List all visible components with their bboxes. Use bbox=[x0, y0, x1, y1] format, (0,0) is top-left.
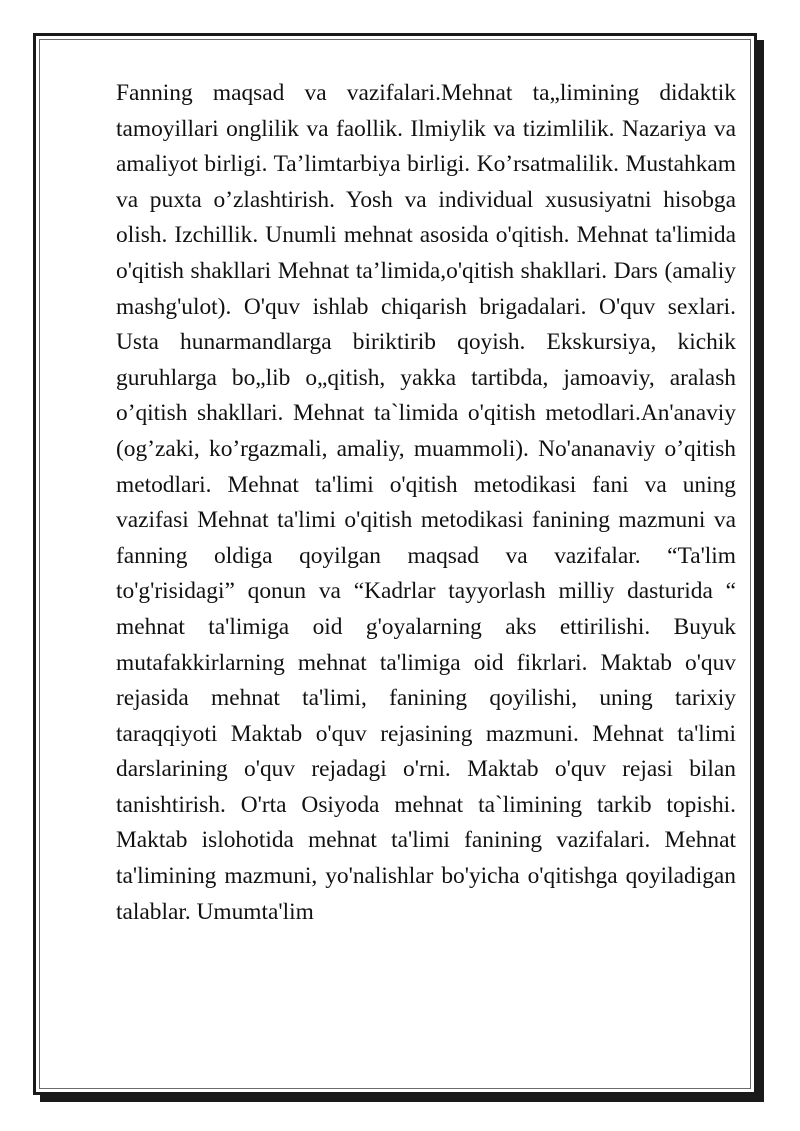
body-paragraph: Fanning maqsad va vazifalari.Mehnat ta„limining didaktik tamoyillari onglilik va faollik. Ilmiylik va tizimlilik. Nazariya va amaliyot birligi. Ta’limtarbiya birligi. Ko’rsatmalilik. Mustahkam va puxta o’zlashtirish. Yosh va individual xususiyatni hisobga olish. Izchillik. Unumli mehnat asosida o'qitish. Mehnat ta'limida o'qitish shakllari Mehnat ta’limida,o'qitish shakllari. Dars (amaliy mashg'ulot). O'quv ishlab chiqarish brigadalari. O'quv sexlari. Usta hunarmandlarga biriktirib qoyish. Ekskursiya, kichik guruhlarga bo„lib o„qitish, yakka tartibda, jamoaviy, aralash o’qitish shakllari. Mehnat ta`limida o'qitish metodlari.An'anaviy (og’zaki, ko’rgazmali, amaliy, muammoli). No'ananaviy o’qitish metodlari. Mehnat ta'limi o'qitish metodikasi fani va uning vazifasi Mehnat ta'limi o'qitish metodikasi fanining mazmuni va fanning oldiga qoyilgan maqsad va vazifalar. “Ta'lim to'g'risidagi” qonun va “Kadrlar tayyorlash milliy dasturida “ mehnat ta'limiga oid g'oyalarning aks ettirilishi. Buyuk mutafakkirlarning mehnat ta'limiga oid fikrlari. Maktab o'quv rejasida mehnat ta'limi, fanining qoyilishi, uning tarixiy taraqqiyoti Maktab o'quv rejasining mazmuni. Mehnat ta'limi darslarining o'quv rejadagi o'rni. Maktab o'quv rejasi bilan tanishtirish. O'rta Osiyoda mehnat ta`limining tarkib topishi. Maktab islohotida mehnat ta'limi fanining vazifalari. Mehnat ta'limining mazmuni, yo'nalishlar bo'yicha o'qitishga qoyiladigan talablar. Umumta'lim bbox=[116, 80, 736, 925]
